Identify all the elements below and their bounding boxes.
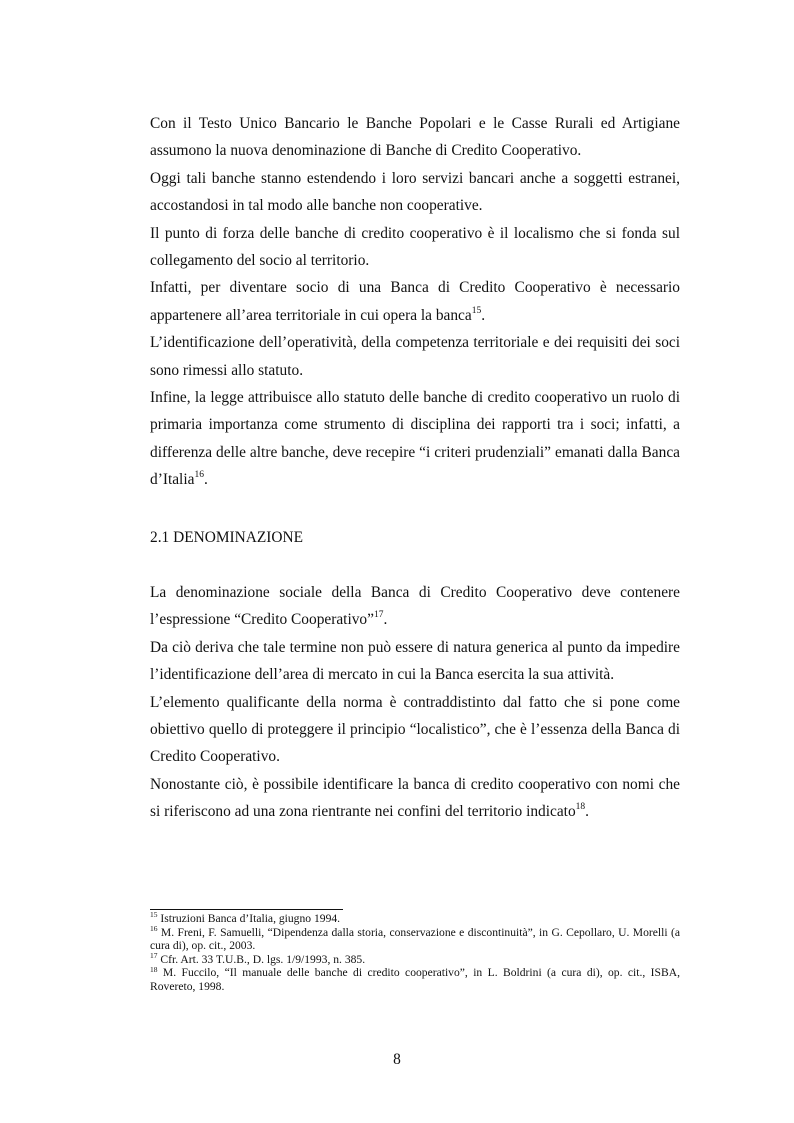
footnote-number: 15 (150, 910, 158, 920)
footnote-number: 18 (150, 964, 158, 974)
footnotes (150, 912, 680, 994)
section-heading: 2.1 DENOMINAZIONE (150, 529, 304, 546)
paragraph: Oggi tali banche stanno estendendo i loro servizi bancari anche a soggetti estranei, accostandosi in tal modo alle banche non cooperative. (150, 169, 680, 215)
footnote-ref[interactable]: 15 (471, 305, 482, 316)
footnote: $^{16}$ M. Freni, F. Samuelli, “Dipendenza dalla storia, conservazione e discontinuità”, in G. Cepollaro, U. Morelli (a cura di), op. cit., 2003. (150, 923, 680, 953)
paragraph: Infatti, per diventare socio di una Banca di Credito Cooperativo è necessario appartenere all’area territoriale in cui opera la banca$^{15}$. (150, 279, 680, 324)
paragraph: L’elemento qualificante della norma è contraddistinto dal fatto che si pone come obiettivo quello di proteggere il principio “localistico”, che è l’essenza della Banca di Credito Cooperativo. (150, 693, 680, 766)
footnote-ref[interactable]: 18 (575, 802, 586, 813)
paragraph: Da ciò deriva che tale termine non può essere di natura generica al punto da impedire l’identificazione dell’area di mercato in cui la Banca esercita la sua attività. (150, 638, 680, 684)
paragraph: Infine, la legge attribuisce allo statuto delle banche di credito cooperativo un ruolo di primaria importanza come strumento di disciplina dei rapporti tra i soci; infatti, a differenza delle altre banche, deve recepire “i criteri prudenziali” emanati dalla Banca d’Italia$^{16}$. (150, 389, 680, 489)
paragraph: Nonostante ciò, è possibile identificare la banca di credito cooperativo con nomi che si riferiscono ad una zona rientrante nei confini del territorio indicato$^{18}$. (150, 775, 680, 821)
footnote-ref[interactable]: 17 (373, 610, 384, 621)
footnote-separator (150, 909, 343, 910)
paragraph: L’identificazione dell’operatività, della competenza territoriale e dei requisiti dei soci sono rimessi allo statuto. (150, 334, 680, 379)
footnote: $^{17}$ Cfr. Art. 33 T.U.B., D. lgs. 1/9/1993, n. 385. (150, 950, 366, 966)
section-intro-body (150, 110, 680, 494)
footnote-number: 16 (150, 923, 158, 933)
paragraph: La denominazione sociale della Banca di Credito Cooperativo deve contenere l’espressione “Credito Cooperativo”$^{17}$. (150, 584, 680, 629)
footnote-number: 17 (150, 950, 158, 960)
footnote: $^{18}$ M. Fuccilo, “Il manuale delle banche di credito cooperativo”, in L. Boldrini (a cura di), op. cit., ISBA, Rovereto, 1998. (150, 964, 680, 993)
footnote: $^{15}$ Istruzioni Banca d’Italia, giugno 1994. (150, 910, 341, 925)
section-denominazione-body (150, 579, 680, 826)
paragraph: Con il Testo Unico Bancario le Banche Popolari e le Casse Rurali ed Artigiane assumono la nuova denominazione di Banche di Credito Cooperativo. (150, 115, 680, 160)
page-number: 8 (393, 1051, 401, 1068)
footnote-ref[interactable]: 16 (194, 470, 204, 481)
paragraph: Il punto di forza delle banche di credito cooperativo è il localismo che si fonda sul collegamento del socio al territorio. (150, 224, 680, 270)
